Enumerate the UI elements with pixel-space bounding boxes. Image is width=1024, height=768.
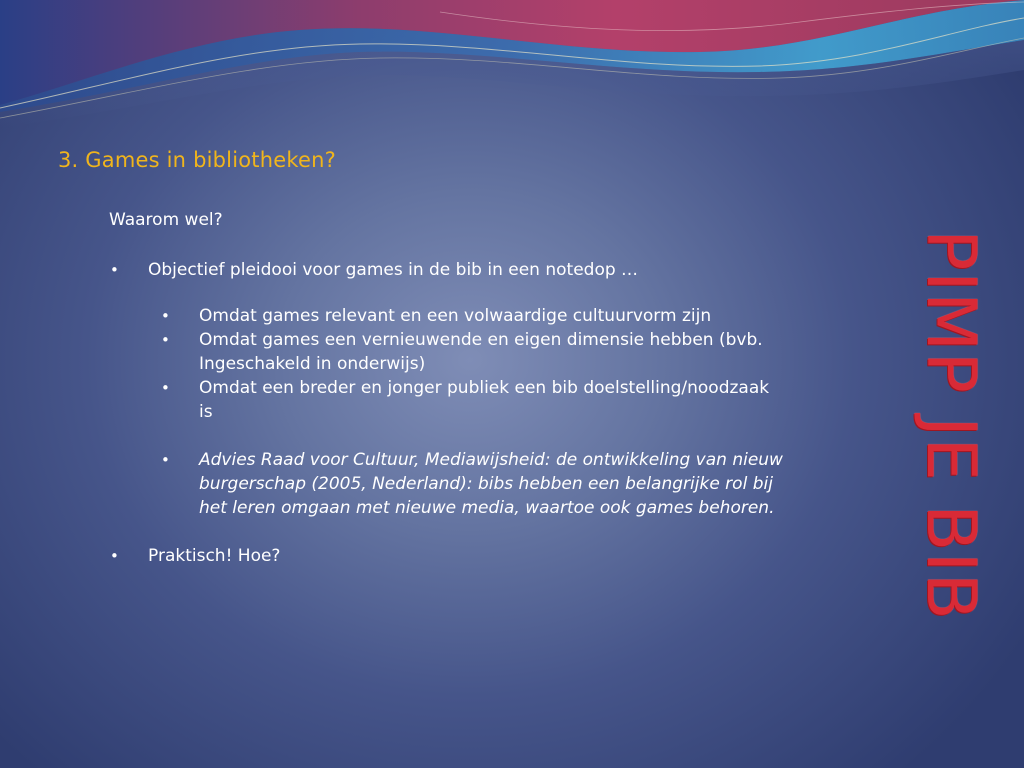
bullet-item-advies-line2: burgerschap (2005, Nederland): bibs hebben een belangrijke rol bij <box>199 474 773 494</box>
bullet-item-publiek-line1: Omdat een breder en jonger publiek een bib doelstelling/noodzaak <box>199 378 770 398</box>
bullet-item-praktisch: Praktisch! Hoe? <box>148 546 281 566</box>
slide-title: 3. Games in bibliotheken? <box>58 148 336 172</box>
decorative-wave-header <box>0 0 1024 130</box>
bullet-item-cultuurvorm: Omdat games relevant en een volwaardige cultuurvorm zijn <box>199 306 712 326</box>
bullet-item-dimensie-line2: Ingeschakeld in onderwijs) <box>199 354 426 374</box>
bullet-marker: • <box>110 261 119 279</box>
bullet-marker: • <box>161 379 170 397</box>
bullet-item-advies-line3: het leren omgaan met nieuwe media, waartoe ook games behoren. <box>199 498 775 518</box>
vertical-side-title: PIMP JE BIB <box>911 229 990 621</box>
bullet-marker: • <box>161 331 170 349</box>
bullet-item-advies-line1: Advies Raad voor Cultuur, Mediawijsheid: de ontwikkeling van nieuw <box>199 450 783 470</box>
bullet-marker: • <box>161 451 170 469</box>
bullet-item-dimensie-line1: Omdat games een vernieuwende en eigen dimensie hebben (bvb. <box>199 330 763 350</box>
bullet-item-pleidooi: Objectief pleidooi voor games in de bib in een notedop … <box>148 260 639 280</box>
bullet-item-publiek-line2: is <box>199 402 213 422</box>
intro-text: Waarom wel? <box>109 210 223 230</box>
bullet-marker: • <box>110 547 119 565</box>
bullet-marker: • <box>161 307 170 325</box>
